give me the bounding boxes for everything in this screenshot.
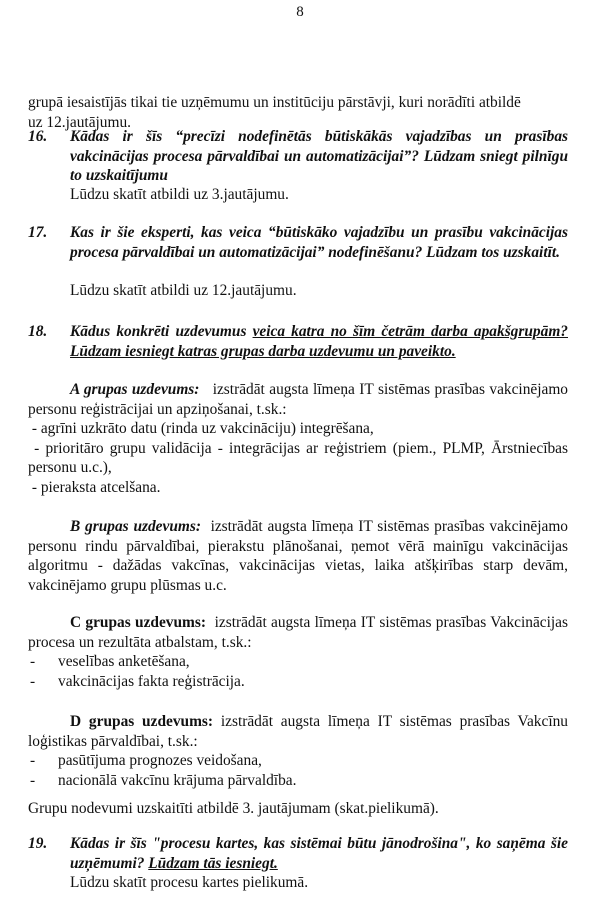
group-a-title: A grupas uzdevums: [70, 381, 200, 398]
question-text [70, 834, 568, 873]
group-c-item-1: - veselības anketēšana, [30, 653, 190, 670]
question-text-underlined: veica katra no šīm četrām darba apakšgrupām? Lūdzam iesniegt katras grupas darba uzdevumu un paveikto. [70, 323, 568, 360]
group-b-title: B grupas uzdevums: [70, 518, 201, 535]
intro-line-2: uz 12.jautājumu. [28, 113, 132, 131]
question-16 [28, 127, 568, 207]
group-a-item-3: - pieraksta atcelšana. [28, 478, 161, 496]
group-b-text: izstrādāt augsta līmeņa IT sistēmas prasības vakcinējamo personu rindu pārvaldībai, pierakstu plānošanai, ņemot vērā mainīgu vakcinācijas algoritmu - dažādas vakcīnas, vakcinācijas vietas, laika atšķirības starp devām, vakcinējamo grupu plūsmas u.c. [28, 518, 569, 594]
question-number: 17. [28, 224, 48, 241]
question-text-plain: Kādus konkrēti uzdevumus [70, 323, 253, 340]
group-c-title: C grupas uzdevums: [70, 614, 206, 631]
page-number: 8 [296, 4, 304, 20]
group-a-text: izstrādāt augsta līmeņa IT sistēmas prasības vakcinējamo personu reģistrācijai un apziņošanai, t.sk.: [28, 381, 569, 418]
answer-text: Lūdzu skatīt procesu kartes pielikumā. [70, 874, 309, 891]
question-text: Kas ir šie eksperti, kas veica “būtiskāko vajadzību un prasību vakcinācijas procesa pārvaldībai un automatizācijai” nodefinēšanu? Lūdzam tos uzskaitīt. [70, 224, 568, 261]
answer-text: Lūdzu skatīt atbildi uz 12.jautājumu. [70, 282, 297, 299]
intro-line-1: grupā iesaistījās tikai tie uzņēmumu un institūciju pārstāvji, kuri norādīti atbildē [28, 94, 521, 111]
groups-note: Grupu nodevumi uzskaitīti atbildē 3. jautājumam (skat.pielikumā). [28, 800, 439, 817]
question-text [70, 322, 568, 361]
group-a-section [28, 380, 568, 497]
group-d-title: D grupas uzdevums: [70, 713, 214, 730]
question-number: 16. [28, 128, 48, 145]
group-d-section [28, 712, 568, 790]
group-b-section [28, 517, 568, 595]
group-c-text: izstrādāt augsta līmeņa IT sistēmas prasības Vakcinācijas procesa un rezultāta atbalstam, t.sk.: [28, 614, 568, 651]
group-a-item-1: - agrīni uzkrāto datu (rinda uz vakcināciju) integrēšana, [28, 420, 374, 437]
group-d-text: izstrādāt augsta līmeņa IT sistēmas prasības Vakcīnu loģistikas pārvaldībai, t.sk.: [28, 713, 568, 750]
question-text-plain: Kādas ir šīs "procesu kartes, kas sistēmai būtu jānodrošina", ko saņēma šie uzņēmumi? [70, 835, 568, 872]
group-c-section [28, 613, 568, 691]
question-text: Kādas ir šīs “precīzi nodefinētās būtiskākās vajadzības un prasības vakcinācijas procesa pārvaldībai un automatizācijai”? Lūdzam sniegt pilnīgu to uzskaitījumu [70, 128, 568, 184]
group-c-item-2: - vakcinācijas fakta reģistrācija. [30, 672, 245, 690]
question-18 [28, 322, 568, 382]
question-19 [28, 834, 568, 894]
group-a-item-2: - prioritāro grupu validācija - integrācijas ar reģistriem (piem., PLMP, Ārstniecības personu u.c.), [28, 439, 568, 476]
question-number: 18. [28, 323, 48, 340]
question-17 [28, 223, 568, 303]
group-d-item-1: - pasūtījuma prognozes veidošana, [30, 752, 262, 769]
answer-text: Lūdzu skatīt atbildi uz 3.jautājumu. [70, 186, 289, 203]
group-d-item-2: - nacionālā vakcīnu krājuma pārvaldība. [30, 771, 297, 789]
question-text-underlined: Lūdzam tās iesniegt. [148, 854, 278, 872]
question-number: 19. [28, 835, 48, 852]
